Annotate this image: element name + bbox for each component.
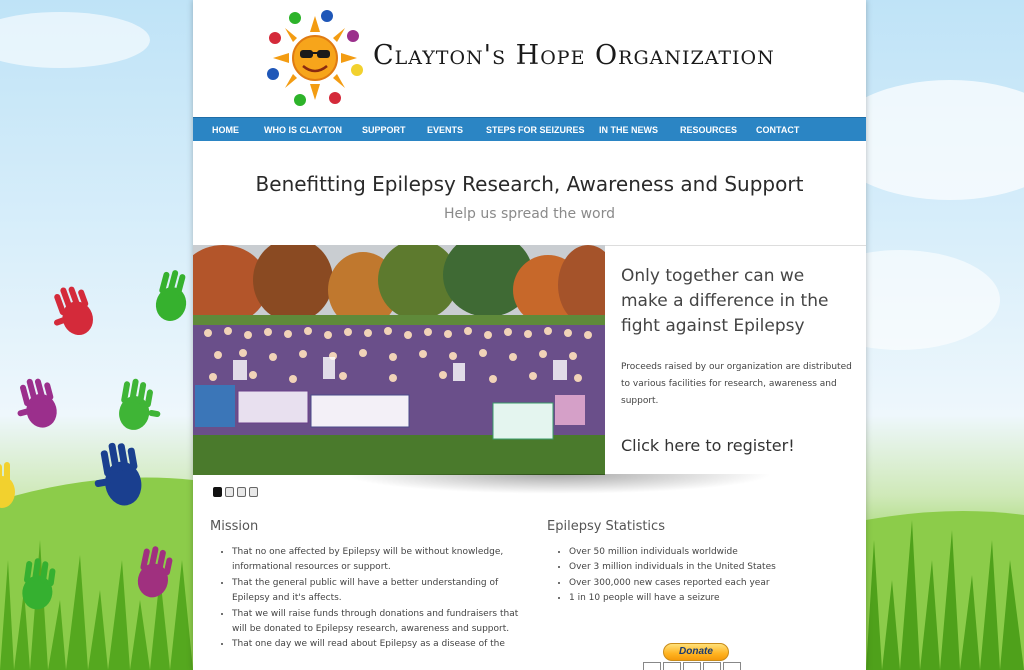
mission-list [214, 545, 522, 653]
donate-button[interactable]: Donate [663, 643, 729, 661]
page-subheadline: Help us spread the word [444, 206, 615, 222]
payment-card-icons [643, 662, 741, 670]
nav-item-steps-for-seizures[interactable]: STEPS FOR SEIZURES [486, 125, 585, 135]
mission-item: • That one day we will read about Epilepsy as a disease of the [232, 637, 522, 652]
mission-title: Mission [210, 519, 259, 534]
page-container [193, 0, 866, 670]
slider-dot-2[interactable] [225, 487, 234, 497]
slide-caption-text: Proceeds raised by our organization are distributed to various facilities for research, awareness and support. [621, 362, 852, 406]
mission-item: • That the general public will have a better understanding of Epilepsy and it's affects. [232, 576, 522, 607]
cloud [0, 12, 150, 68]
nav-item-events[interactable]: EVENTS [427, 125, 464, 135]
nav-item-in-the-news[interactable]: IN THE NEWS [599, 125, 659, 135]
main-nav [193, 117, 866, 141]
slider-dot-4[interactable] [249, 487, 258, 497]
nav-item-home[interactable]: HOME [212, 125, 239, 135]
page-headline: Benefitting Epilepsy Research, Awareness and Support [255, 172, 804, 196]
statistics-list [551, 545, 866, 607]
site-header [193, 0, 866, 117]
nav-item-resources[interactable]: RESOURCES [680, 125, 738, 135]
nav-item-contact[interactable]: CONTACT [756, 125, 800, 135]
card-icon [663, 662, 681, 670]
nav-item-who-is-clayton[interactable]: WHO IS CLAYTON [264, 125, 343, 135]
image-slider[interactable] [193, 245, 866, 475]
card-icon [723, 662, 741, 670]
sun-logo-icon [265, 8, 365, 108]
card-icon [683, 662, 701, 670]
nav-item-support[interactable]: SUPPORT [362, 125, 406, 135]
statistics-item: • Over 300,000 new cases reported each year [569, 576, 866, 591]
slider-dot-1[interactable] [213, 487, 222, 497]
card-icon [703, 662, 721, 670]
slide-caption [605, 245, 866, 476]
slider-dot-3[interactable] [237, 487, 246, 497]
handprint-purple [10, 374, 61, 433]
slider-pagination [213, 487, 258, 497]
card-icon [643, 662, 661, 670]
register-link[interactable]: Click here to register! [621, 436, 795, 455]
statistics-item: • Over 50 million individuals worldwide [569, 545, 866, 560]
logo[interactable] [265, 8, 365, 108]
slide-photo[interactable] [193, 245, 605, 475]
group-photo-image [193, 245, 605, 475]
handprint-red [44, 281, 98, 342]
statistics-item: • 1 in 10 people will have a seizure [569, 591, 866, 606]
site-title[interactable]: Clayton's Hope Organization [373, 40, 775, 71]
statistics-title: Epilepsy Statistics [547, 519, 665, 534]
mission-item: • That no one affected by Epilepsy will be without knowledge, informational resources or support. [232, 545, 522, 576]
handprint-green-2 [116, 377, 165, 434]
slider-shadow [343, 474, 773, 494]
statistics-item: • Over 3 million individuals in the United States [569, 560, 866, 575]
slide-caption-title: Only together can we make a difference in the fight against Epilepsy [621, 266, 829, 336]
mission-item: • That we will raise funds through donations and fundraisers that will be donated to Epilepsy research, awareness and support. [232, 607, 522, 638]
handprint-green [152, 267, 194, 324]
